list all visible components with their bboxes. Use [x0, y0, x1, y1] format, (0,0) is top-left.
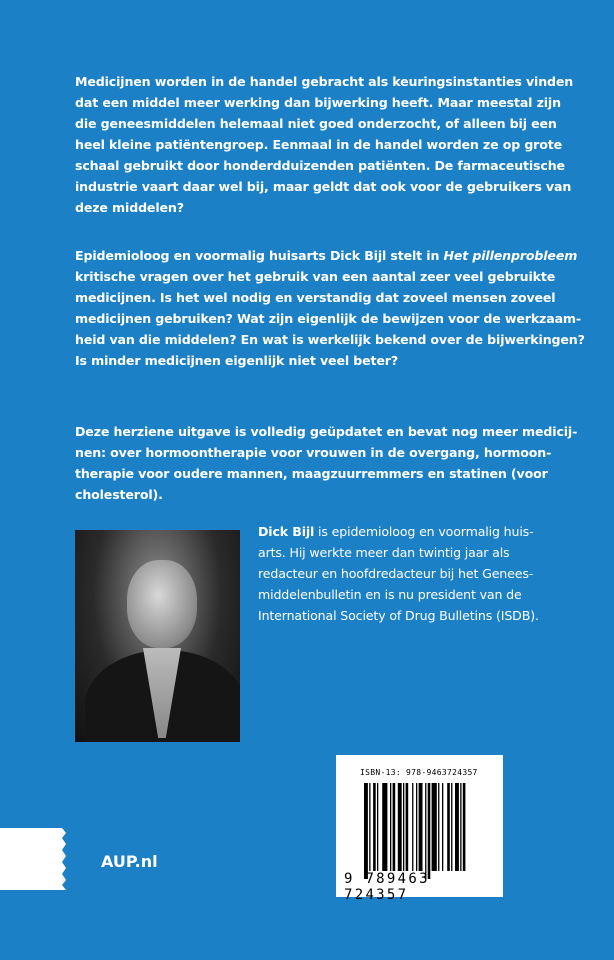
text-line: Deze herziene uitgave is volledig geüpdatet en bevat nog meer medicij- — [75, 424, 578, 439]
barcode-bar — [463, 783, 466, 871]
text-line: dat een middel meer werking dan bijwerking heeft. Maar meestal zijn — [75, 95, 561, 110]
text-line: Medicijnen worden in de handel gebracht als keuringsinstanties vinden — [75, 74, 574, 89]
text-line: arts. Hij werkte meer dan twintig jaar als — [258, 545, 510, 560]
text-line: nen: over hormoontherapie voor vrouwen in de overgang, hormoon- — [75, 445, 552, 460]
barcode-bar — [412, 783, 413, 871]
text-line: schaal gebruikt door honderdduizenden patiënten. De farmaceutische — [75, 158, 565, 173]
text-line — [75, 245, 585, 266]
barcode-bar — [406, 783, 409, 871]
barcode-box — [336, 755, 503, 903]
barcode-bar — [416, 783, 417, 871]
barcode-bar — [460, 783, 461, 871]
barcode-bar — [438, 783, 439, 871]
text-line: redacteur en hoofdredacteur bij het Genees- — [258, 566, 534, 581]
barcode-bar — [398, 783, 402, 871]
text-line: die geneesmiddelen helemaal niet goed onderzocht, of alleen bij een — [75, 116, 557, 131]
text-line: International Society of Drug Bulletins (ISDB). — [258, 608, 539, 623]
blurb-paragraph-3 — [75, 421, 577, 505]
barcode-bar — [442, 783, 443, 871]
blurb-paragraph-2 — [75, 245, 585, 371]
text-line: kritische vragen over het gebruik van een aantal zeer veel gebruikte — [75, 269, 556, 284]
barcode-bar — [425, 783, 426, 879]
text-line: heel kleine patiëntengroep. Eenmaal in de handel worden ze op grote — [75, 137, 563, 152]
text-line: middelenbulletin en is nu president van de — [258, 587, 522, 602]
isbn-label: ISBN-13: 978-9463724357 — [360, 768, 478, 777]
barcode-bar — [403, 783, 404, 871]
text-line: cholesterol). — [75, 487, 163, 502]
barcode-bar — [455, 783, 459, 871]
barcode-bar — [382, 783, 387, 871]
barcode-digits: 9 789463 724357 — [344, 871, 430, 903]
author-bio — [258, 521, 539, 626]
barcode-bar — [393, 783, 396, 871]
text-line: therapie voor oudere mannen, maagzuurremmers en statinen (voor — [75, 466, 548, 481]
barcode-bar — [428, 783, 431, 879]
barcode-bar — [432, 783, 437, 871]
text-span: is epidemioloog en voormalig huis- — [314, 524, 534, 539]
photo-head — [127, 560, 197, 648]
publisher-tab-shape — [0, 828, 66, 890]
text-line: Is minder medicijnen eigenlijk niet veel beter? — [75, 353, 398, 368]
barcode-bar — [390, 783, 391, 871]
barcode-bar — [451, 783, 452, 871]
barcode-bar — [369, 783, 370, 871]
text-line: medicijnen. Is het wel nodig en verstandig dat zoveel mensen zoveel — [75, 290, 556, 305]
barcode-bar — [377, 783, 378, 871]
barcode-bar — [419, 783, 423, 871]
text-line — [258, 521, 539, 542]
text-line: medicijnen gebruiken? Wat zijn eigenlijk de bewijzen voor de werkzaam- — [75, 311, 581, 326]
barcode-bar — [447, 783, 450, 871]
author-name: Dick Bijl — [258, 524, 315, 539]
barcode-bars — [364, 783, 489, 879]
text-line: heid van die middelen? En wat is werkelijk bekend over de bijwerkingen? — [75, 332, 585, 347]
text-line: industrie vaart daar wel bij, maar geldt dat ook voor de gebruikers van — [75, 179, 572, 194]
text-span: Epidemioloog en voormalig huisarts Dick Bijl stelt in — [75, 248, 444, 263]
barcode-bar — [373, 783, 376, 871]
barcode-bar — [364, 783, 368, 879]
blurb-paragraph-1 — [75, 71, 573, 218]
author-photo — [75, 530, 240, 742]
text-line: deze middelen? — [75, 200, 184, 215]
publisher-website: AUP.nl — [101, 852, 158, 871]
book-title: Het pillenprobleem — [443, 248, 578, 263]
